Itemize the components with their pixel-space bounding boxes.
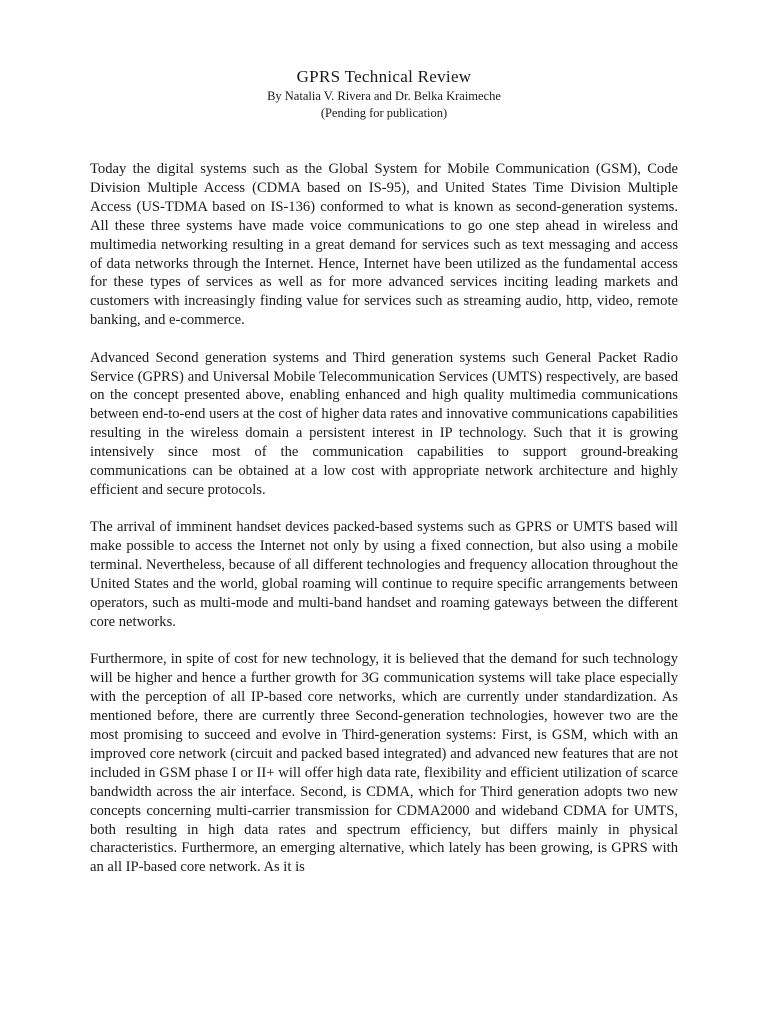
publication-status: (Pending for publication) [320, 106, 448, 120]
paragraph-1: Today the digital systems such as the Global System for Mobile Communication (GSM), Code Division Multiple Access (CDMA based on IS-95), and United States Time Division Multiple Access (US-TDMA based on IS-136) conformed to what is known as second-generation systems. All these three systems have made voice communications to go one step ahead in wireless and multimedia networking resulting in a great demand for services such as text messaging and access of data networks through the Internet. Hence, Internet have been utilized as the fundamental access for these types of services as well as for more advanced services inciting leading markets and customers with increasingly finding value for services such as streaming audio, http, video, remote banking, and e-commerce. [90, 161, 678, 329]
document-header [90, 66, 678, 122]
document-page [90, 66, 678, 896]
paragraph-2: Advanced Second generation systems and Third generation systems such General Packet Radio Service (GPRS) and Universal Mobile Telecommunication Services (UMTS) respectively, are based on the concept presented above, enabling enhanced and high quality multimedia communications between end-to-end users at the cost of higher data rates and innovative communications capabilities resulting in the wireless domain a persistent interest in IP technology. Such that it is growing intensively since most of the communication capabilities to support ground-breaking communications can be obtained at a low cost with appropriate network architecture and highly efficient and secure protocols. [90, 349, 679, 498]
author-byline: By Natalia V. Rivera and Dr. Belka Kraimeche [267, 89, 501, 103]
paragraph-4: Furthermore, in spite of cost for new technology, it is believed that the demand for such technology will be higher and hence a further growth for 3G communication systems will take place especially with the perception of all IP-based core networks, which are currently under standardization. As mentioned before, there are currently three Second-generation technologies, however two are the most promising to succeed and evolve in Third-generation systems: First, is GSM, which with an improved core network (circuit and packed based integrated) and advanced new features that are not included in GSM phase I or II+ will offer high data rate, flexibility and efficient utilization of scarce bandwidth across the air interface. Second, is CDMA, which for Third generation adopts two new concepts concerning multi-carrier transmission for CDMA2000 and wideband CDMA for UMTS, both resulting in high data rates and spectrum efficiency, but differs mainly in physical characteristics. Furthermore, an emerging alternative, which lately has been growing, is GPRS with an all IP-based core network. As it is [90, 651, 678, 876]
document-body [90, 160, 678, 877]
document-title: GPRS Technical Review [296, 67, 472, 86]
paragraph-3: The arrival of imminent handset devices packed-based systems such as GPRS or UMTS based will make possible to access the Internet not only by using a fixed connection, but also using a mobile terminal. Nevertheless, because of all different technologies and frequency allocation throughout the United States and the world, global roaming will continue to require specific arrangements between operators, such as multi-mode and multi-band handset and roaming gateways between the different core networks. [90, 519, 678, 630]
